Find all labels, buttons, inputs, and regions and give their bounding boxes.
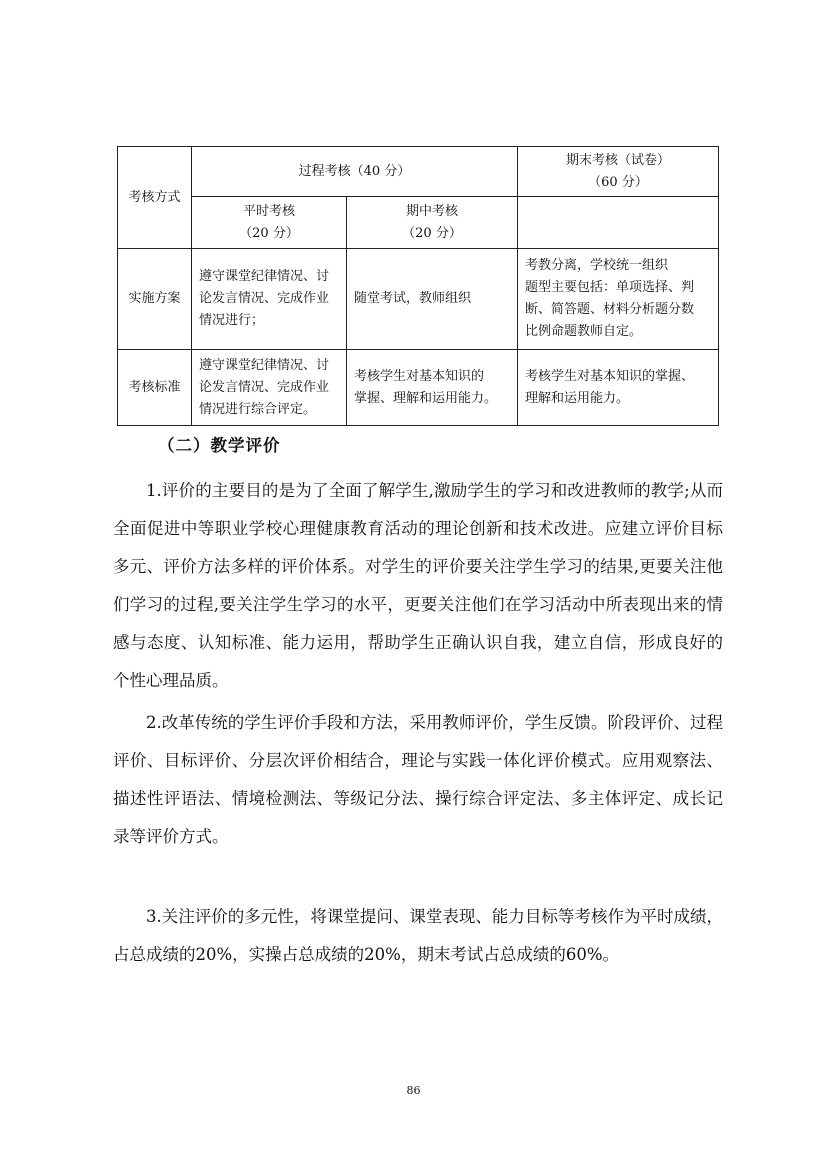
paragraph-1: 1.评价的主要目的是为了全面了解学生,激励学生的学习和改进教师的教学;从而全面促进中等职业学校心理健康教育活动的理论创新和技术改进。应建立评价目标多元、评价方法多样的评价体系。对学生的评价要关注学生学习的结果,更要关注他们学习的过程,要关注学生学习的水平，更要关注他们在学习活动中所表现出来的情感与态度、认知标准、能力运用，帮助学生正确认识自我，建立自信，形成良好的个性心理品质。 [113,481,723,690]
implementation-plan-label: 实施方案 [118,249,192,350]
cell-line: 比例命题教师自定。 [525,324,643,339]
cell-line: 遵守课堂纪律情况、讨 [199,269,330,284]
daily-assessment-header [192,197,347,249]
standard-final-cell [518,350,719,426]
paragraph-3: 3.关注评价的多元性，将课堂提问、课堂表现、能力目标等考核作为平时成绩，占总成绩的20%，实操占总成绩的20%，期末考试占总成绩的60%。 [113,907,723,964]
paragraph-2: 2.改革传统的学生评价手段和方法，采用教师评价，学生反馈。阶段评价、过程评价、目标评价、分层次评价相结合，理论与实践一体化评价模式。应用观察法、描述性评语法、情境检测法、等级记分法、操行综合评定法、多主体评定、成长记录等评价方式。 [113,713,723,846]
cell-line: 理解和运用能力。 [525,390,630,406]
cell-line: 遵守课堂纪律情况、讨 [199,357,330,373]
plan-daily-cell [192,249,347,350]
final-header-line: 期末考核（试卷） [565,152,670,168]
midterm-assessment-header [347,197,518,249]
assessment-standard-label: 考核标准 [118,350,192,426]
plan-midterm-cell [347,249,518,350]
standard-daily-cell [192,350,347,426]
daily-header-line: 平时考核 [242,203,295,219]
standard-midterm-cell [347,350,518,426]
assessment-method-header: 考核方式 [118,147,192,249]
plan-final-cell [518,249,719,350]
cell-line: 考核学生对基本知识的 [354,368,485,384]
process-assessment-header: 过程考核（40 分） [192,147,518,197]
section-heading: （二）教学评价 [158,436,281,455]
empty-cell [518,197,719,249]
cell-line: 掌握、理解和运用能力。 [354,390,498,406]
cell-line: 情况进行综合评定。 [199,401,317,417]
page-number: 86 [406,1084,421,1097]
final-assessment-header [518,147,719,197]
cell-line: 考教分离，学校统一组织 [525,258,669,273]
cell-line: 随堂考试，教师组织 [354,291,472,306]
midterm-header-line: 期中考核 [405,203,458,219]
cell-line: 论发言情况、完成作业 [199,379,330,395]
cell-line: 题型主要包括：单项选择、判 [525,280,695,295]
cell-line: 断、简答题、材料分析题分数 [525,302,695,317]
cell-line: 情况进行； [199,313,265,328]
midterm-header-line: （20 分） [402,225,462,241]
cell-line: 论发言情况、完成作业 [199,291,330,306]
assessment-table [117,146,719,426]
daily-header-line: （20 分） [239,225,299,241]
cell-line: 考核学生对基本知识的掌握、 [525,368,695,384]
final-header-line: （60 分） [588,174,648,190]
